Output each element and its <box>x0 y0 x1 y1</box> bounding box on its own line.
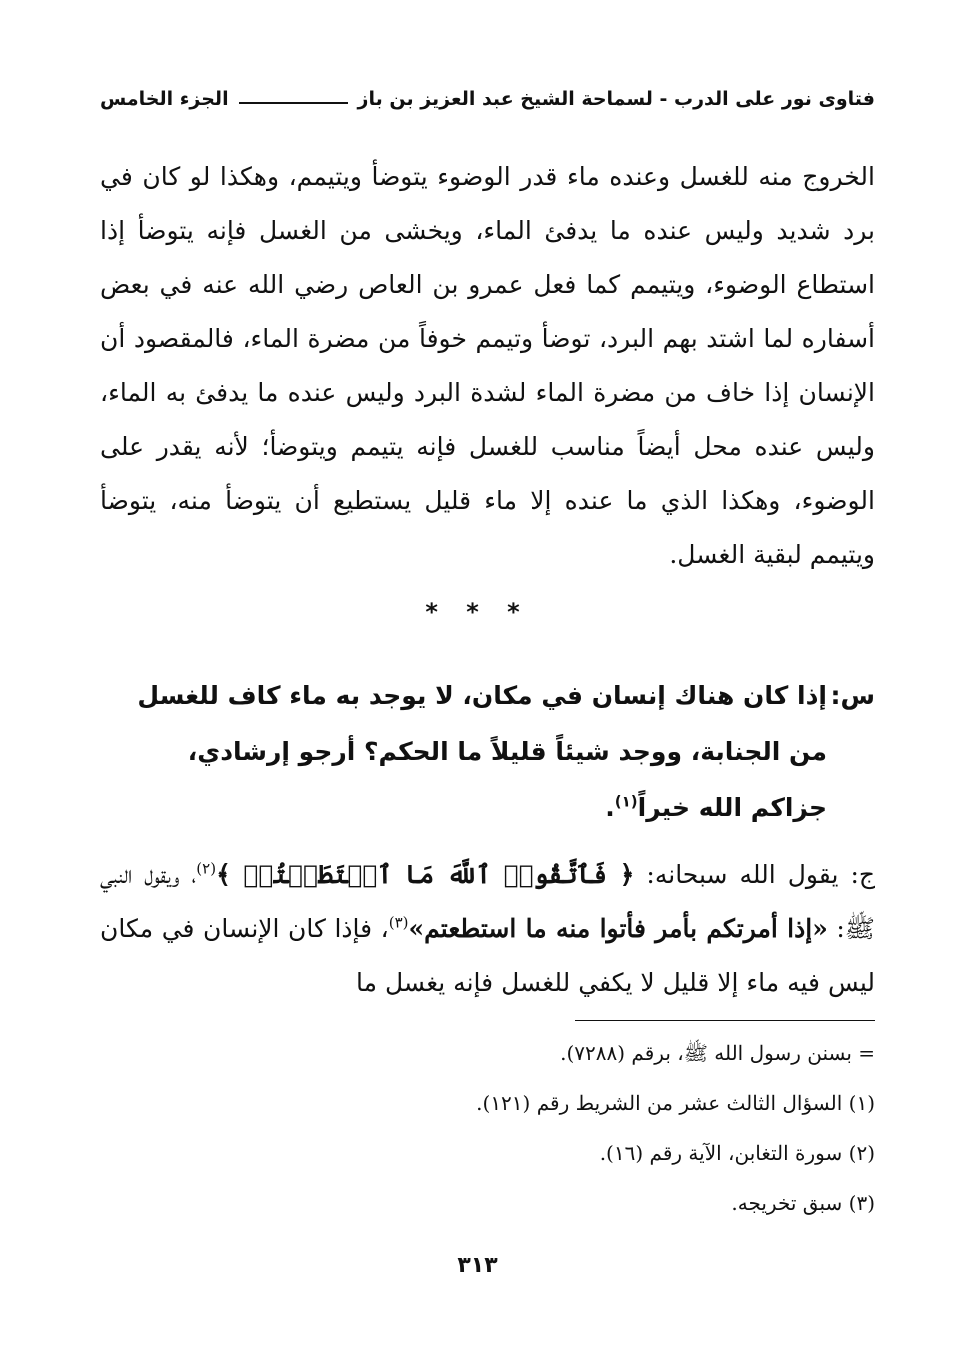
running-head-volume: الجزء الخامس <box>100 88 229 110</box>
section-separator: * * * <box>425 598 530 626</box>
question-text: إذا كان هناك إنسان في مكان، لا يوجد به ماء كاف للغسل من الجنابة، ووجد شيئاً قليلاً ما الحكم؟ أرجو إرشادي، جزاكم الله خيراً <box>137 681 827 822</box>
header-rule <box>239 102 348 104</box>
answer-mid: ، ويقول النبي ﷺ: <box>100 860 875 943</box>
question-block <box>130 668 875 836</box>
question-text-wrap <box>130 668 827 836</box>
answer-label: ج: <box>850 860 876 889</box>
footnote-ref-1: (١) <box>614 792 638 811</box>
footnote-rule <box>575 1020 875 1021</box>
footnote-ref-2: (٢) <box>196 859 217 878</box>
question-label: س: <box>830 681 875 710</box>
answer-block <box>100 848 875 1010</box>
footnote-1: (١) السؤال الثالث عشر من الشريط رقم (١٢١). <box>476 1091 875 1115</box>
footnotes <box>100 1028 875 1228</box>
footnote-ref-3: (٣) <box>388 913 409 932</box>
footnote-3: (٣) سبق تخريجه. <box>731 1191 875 1215</box>
running-header <box>100 88 875 110</box>
body-paragraph: الخروج منه للغسل وعنده ماء قدر الوضوء يتوضأ ويتيمم، وهكذا لو كان في برد شديد وليس عنده ما يدفئ الماء، ويخشى من الغسل فإنه يتوضأ إذا استطاع الوضوء، ويتيمم كما فعل عمرو بن العاص رضي الله عنه في بعض أسفاره لما اشتد بهم البرد، توضأ وتيمم خوفاً من مضرة الماء، فالمقصود أن الإنسان إذا خاف من مضرة الماء لشدة البرد وليس عنده ما يدفئ به الماء، وليس عنده محل أيضاً مناسب للغسل فإنه يتيمم ويتوضأ؛ لأنه يقدر على الوضوء، وهكذا الذي ما عنده إلا ماء قليل يستطيع أن يتوضأ منه، يتوضأ ويتيمم لبقية الغسل. <box>100 162 875 569</box>
running-head-title: فتاوى نور على الدرب - لسماحة الشيخ عبد العزيز بن باز <box>357 88 875 110</box>
answer-intro: يقول الله سبحانه: <box>646 860 839 889</box>
quran-verse: ﴿ فَٱتَّقُوا۟ ٱللَّهَ مَا ٱسۡتَطَعۡتُمۡ ﴾ <box>216 860 635 889</box>
page-number: ٣١٣ <box>457 1253 498 1278</box>
answer-rest: ، فإذا كان الإنسان في مكان ليس فيه ماء إلا قليل لا يكفي للغسل فإنه يغسل ما <box>100 914 875 997</box>
question-end: . <box>605 793 615 822</box>
footnote-continuation: = بسنن رسول الله ﷺ، برقم (٧٢٨٨). <box>560 1041 875 1065</box>
hadith-quote: «إذا أمرتكم بأمر فأتوا منه ما استطعتم» <box>408 914 828 943</box>
footnote-2: (٢) سورة التغابن، الآية رقم (١٦). <box>599 1141 875 1165</box>
